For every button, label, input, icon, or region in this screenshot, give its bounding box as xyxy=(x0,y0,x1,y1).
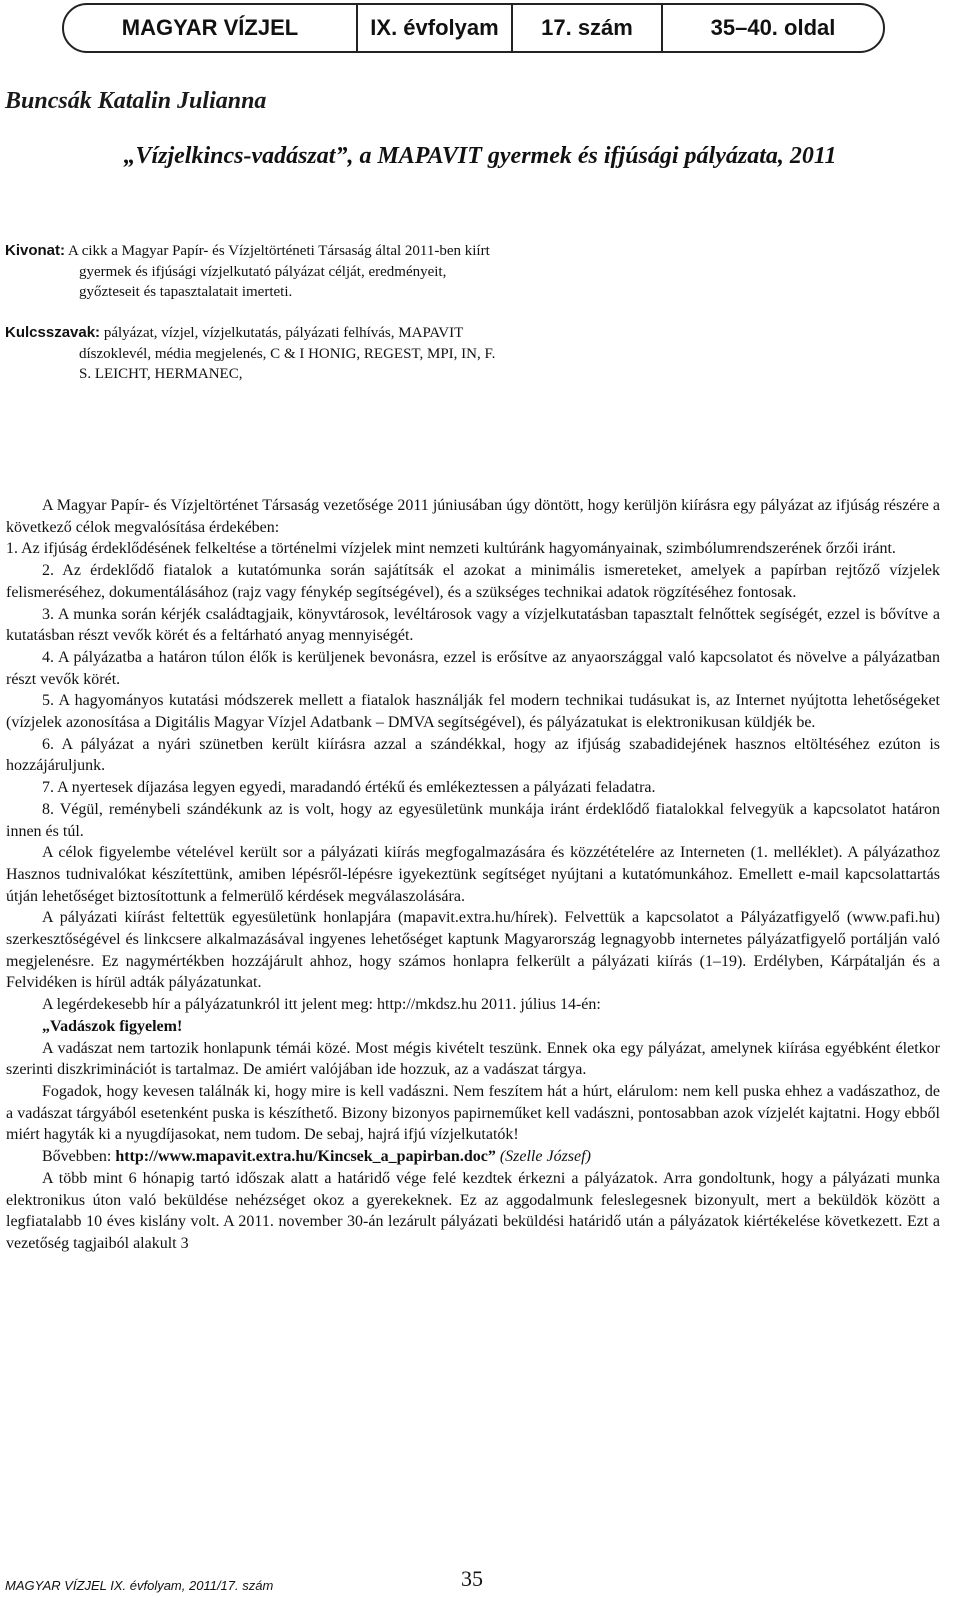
keywords-line-2: díszoklevél, média megjelenés, C & I HONIG, REGEST, MPI, IN, F. xyxy=(79,345,496,362)
paragraph: Fogadok, hogy kevesen találnák ki, hogy mire is kell vadászni. Nem feszítem hát a húrt, elárulom: nem kell puska ehhez a vadászathoz, de a vadászat tárgyából esetenként puska is készíthető. Bizony bizonyos papirneműket kell vadászni, pontosabban azok vízjelét kajtatni. Hogy ebből miért hagyták ki a nyugdíjasokat, nem tudom. De sebaj, hajrá ifjú vízjelkutatók! xyxy=(6,1082,940,1144)
article-title: „Vízjelkincs-vadászat”, a MAPAVIT gyermek és ifjúsági pályázata, 2011 xyxy=(123,143,837,169)
header-issue: 17. szám xyxy=(511,5,661,51)
keywords-line-1: pályázat, vízjel, vízjelkutatás, pályázati felhívás, MAPAVIT xyxy=(103,325,464,341)
source-link[interactable]: http://www.mapavit.extra.hu/Kincsek_a_papirban.doc” xyxy=(115,1148,496,1166)
paragraph: A pályázati kiírást feltettük egyesületünk honlapjára (mapavit.extra.hu/hírek). Felvettük a kapcsolatot a Pályázatfigyelő (www.pafi.hu) szerkesztőségével és linkcsere alkalmazásával ingyenes lehetőséget kaptunk Magyarország legnagyobb internetes pályázatfigyelő portálján való megjelenésre. Ez nagymértékben hozzájárult ahhoz, hogy számos honlapra felkerült a pályázati kiírás (1–19). Erdélyben, Kárpátalján és a Felvidéken is hírül adták pályázatunkat. xyxy=(6,909,940,992)
abstract xyxy=(5,241,601,303)
paragraph: 1. Az ifjúság érdeklődésének felkeltése a történelmi vízjelek mint nemzeti kultúránk hagyományainak, szimbólumrendszerének őrzői iránt. xyxy=(6,540,896,558)
abstract-line-3: győzteseit és tapasztalatait imerteti. xyxy=(79,284,293,300)
header-volume: IX. évfolyam xyxy=(356,5,511,51)
paragraph: 5. A hagyományos kutatási módszerek mellett a fiatalok használják fel modern technikai tudásukat is, az Internet nyújtotta lehetőségeket (vízjelek azonosítása a Digitális Magyar Vízjel Adatbank – DMVA segítségével), és pályázatukat is elektronikusan küldjék be. xyxy=(6,692,940,732)
paragraph: 8. Végül, reménybeli szándékunk az is volt, hogy az egyesületünk munkája iránt érdeklődő fiatalokkal felvegyük a kapcsolatot határon innen és túl. xyxy=(6,800,940,840)
keywords xyxy=(5,323,601,385)
paragraph: A vadászat nem tartozik honlapunk témái közé. Most mégis kivételt teszünk. Ennek oka egy pályázat, amelynek kiírása egyébként életkor szerinti diszkriminációt is tartalmaz. De amiért valójában ide hozzuk, az a vadászat tárgya. xyxy=(6,1039,940,1079)
abstract-line-1: A cikk a Magyar Papír- és Vízjeltörténeti Társaság által 2011-ben kiírt xyxy=(67,243,490,259)
paragraph: 6. A pályázat a nyári szünetben került kiírásra azzal a szándékkal, hogy az ifjúság szabadidejének hasznos eltöltéséhez ezúton is hozzájáruljunk. xyxy=(6,735,940,775)
source-author: (Szelle József) xyxy=(499,1148,591,1166)
paragraph: A legérdekesebb hír a pályázatunkról itt jelent meg: http://mkdsz.hu 2011. július 14-én: xyxy=(42,996,601,1014)
paragraph-source xyxy=(6,1146,940,1168)
header-pages: 35–40. oldal xyxy=(661,5,883,51)
journal-header xyxy=(62,3,885,53)
footer-journal-info: MAGYAR VÍZJEL IX. évfolyam, 2011/17. szám xyxy=(5,1578,274,1593)
abstract-line-2: gyermek és ifjúsági vízjelkutató pályázat célját, eredményeit, xyxy=(79,263,447,280)
header-journal: MAGYAR VÍZJEL xyxy=(121,15,299,40)
author-name: Buncsák Katalin Julianna xyxy=(5,88,267,114)
paragraph: A több mint 6 hónapig tartó időszak alatt a határidő vége felé kezdtek érkezni a pályázatok. Arra gondoltunk, hogy a pályázati munka elektronikus úton való beküldése nehézséget okoz a gyerekeknek. Ez az aggodalmunk feleslegesnek bizonyult, mert a beküldök között a legfiatalabb 10 éves kislány volt. A 2011. november 30-án lezárult pályázati beküldési határidő után a pályázatok kiértékelése következett. Ezt a vezetőség tagjaiból alakult 3 xyxy=(6,1169,940,1252)
abstract-label: Kivonat: xyxy=(5,242,65,259)
keywords-label: Kulcsszavak: xyxy=(5,324,101,341)
source-prefix: Bővebben: xyxy=(42,1148,116,1166)
keywords-line-3: S. LEICHT, HERMANEC, xyxy=(79,366,243,382)
paragraph: 7. A nyertesek díjazása legyen egyedi, maradandó értékű és emlékeztessen a pályázati feladatra. xyxy=(42,779,656,797)
paragraph: A célok figyelembe vételével került sor a pályázati kiírás megfogalmazására és közzétételére az Interneten (1. melléklet). A pályázathoz Hasznos tudnivalókat készítettünk, amiben lépésről-lépésre igyekeztünk segítséget nyújtani a kutatómunkához. Emellett e-mail kapcsolattartás útján lehetőséget biztosítottunk a felmerülő kérdések megválaszolására. xyxy=(6,844,940,905)
paragraph: 4. A pályázatba a határon túlon élők is kerüljenek bevonásra, ezzel is erősítve az anyaországgal való kapcsolatot és növelve a pályázatban részt vevők körét. xyxy=(6,648,940,688)
paragraph: A Magyar Papír- és Vízjeltörténet Társaság vezetősége 2011 júniusában úgy döntött, hogy kerüljön kiírásra egy pályázat az ifjúság részére a következő célok megvalósítása érdekében: xyxy=(6,497,940,536)
paragraph: 3. A munka során kérjék családtagjaik, könyvtárosok, levéltárosok vagy a vízjelkutatásban tapasztalt felnőttek segíségét, ezzel is bővítve a kutatásban részt vevők körét és a feltárható anyag mennyiségét. xyxy=(6,605,940,645)
article-body xyxy=(6,495,940,1255)
paragraph: 2. Az érdeklődő fiatalok a kutatómunka során sajátítsák el azokat a minimális ismereteket, amelyek a papírban rejtőző vízjelek felismeréséhez, dokumentálásához (rajz vagy fénykép segítségével), és a szükséges technikai adatok rögzítéséhez fontosak. xyxy=(6,562,940,601)
page-number: 35 xyxy=(461,1566,483,1591)
quote-heading: „Vadászok figyelem! xyxy=(42,1017,183,1035)
